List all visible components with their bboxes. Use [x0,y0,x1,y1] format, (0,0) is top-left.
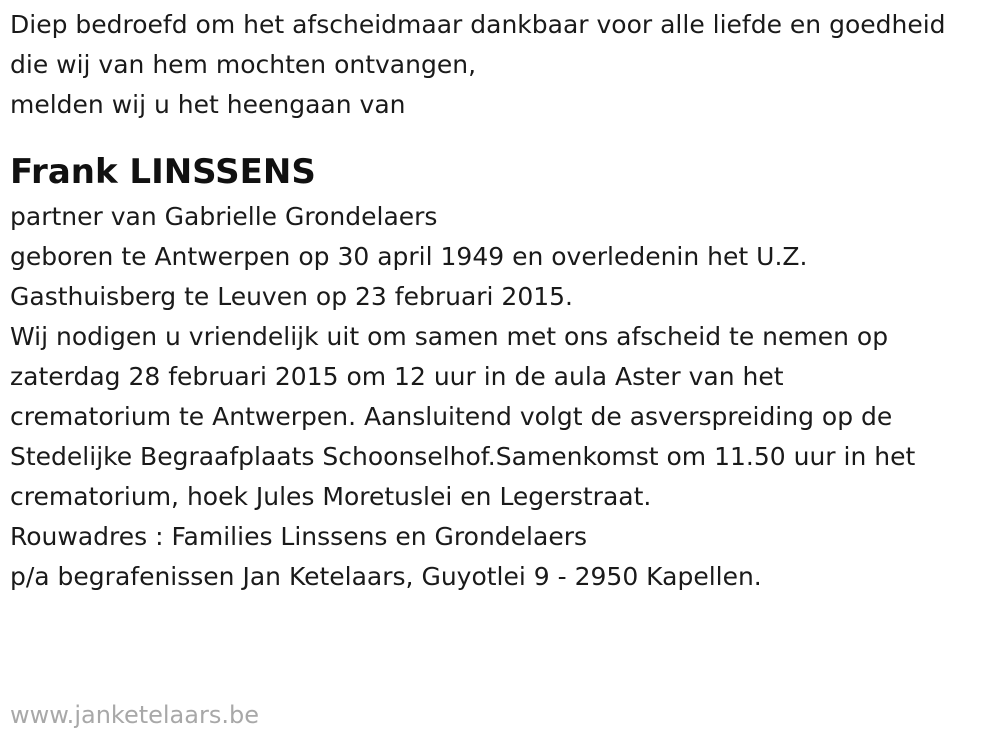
intro-line: Diep bedroefd om het afscheidmaar dankbaar voor alle liefde en goedheid [10,10,946,39]
obituary-notice [10,5,985,597]
body-line: geboren te Antwerpen op 30 april 1949 en overledenin het U.Z. [10,242,808,271]
body-line: crematorium te Antwerpen. Aansluitend volgt de asverspreiding op de [10,402,893,431]
spacer [10,125,985,147]
body-line: p/a begrafenissen Jan Ketelaars, Guyotlei 9 - 2950 Kapellen. [10,562,762,591]
body-line: Gasthuisberg te Leuven op 23 februari 2015. [10,282,574,311]
intro-text [10,5,985,125]
intro-line: die wij van hem mochten ontvangen, [10,50,477,79]
body-line: crematorium, hoek Jules Moretuslei en Legerstraat. [10,482,652,511]
body-line: Wij nodigen u vriendelijk uit om samen met ons afscheid te nemen op [10,322,889,351]
body-line: Rouwadres : Families Linssens en Grondelaers [10,522,588,551]
deceased-name: Frank LINSSENS [10,152,316,192]
intro-line: melden wij u het heengaan van [10,90,406,119]
body-line: partner van Gabrielle Grondelaers [10,202,438,231]
notice-body [10,197,985,597]
website-footer: www.janketelaars.be [10,701,259,729]
body-line: zaterdag 28 februari 2015 om 12 uur in de aula Aster van het [10,362,784,391]
body-line: Stedelijke Begraafplaats Schoonselhof.Samenkomst om 11.50 uur in het [10,442,916,471]
